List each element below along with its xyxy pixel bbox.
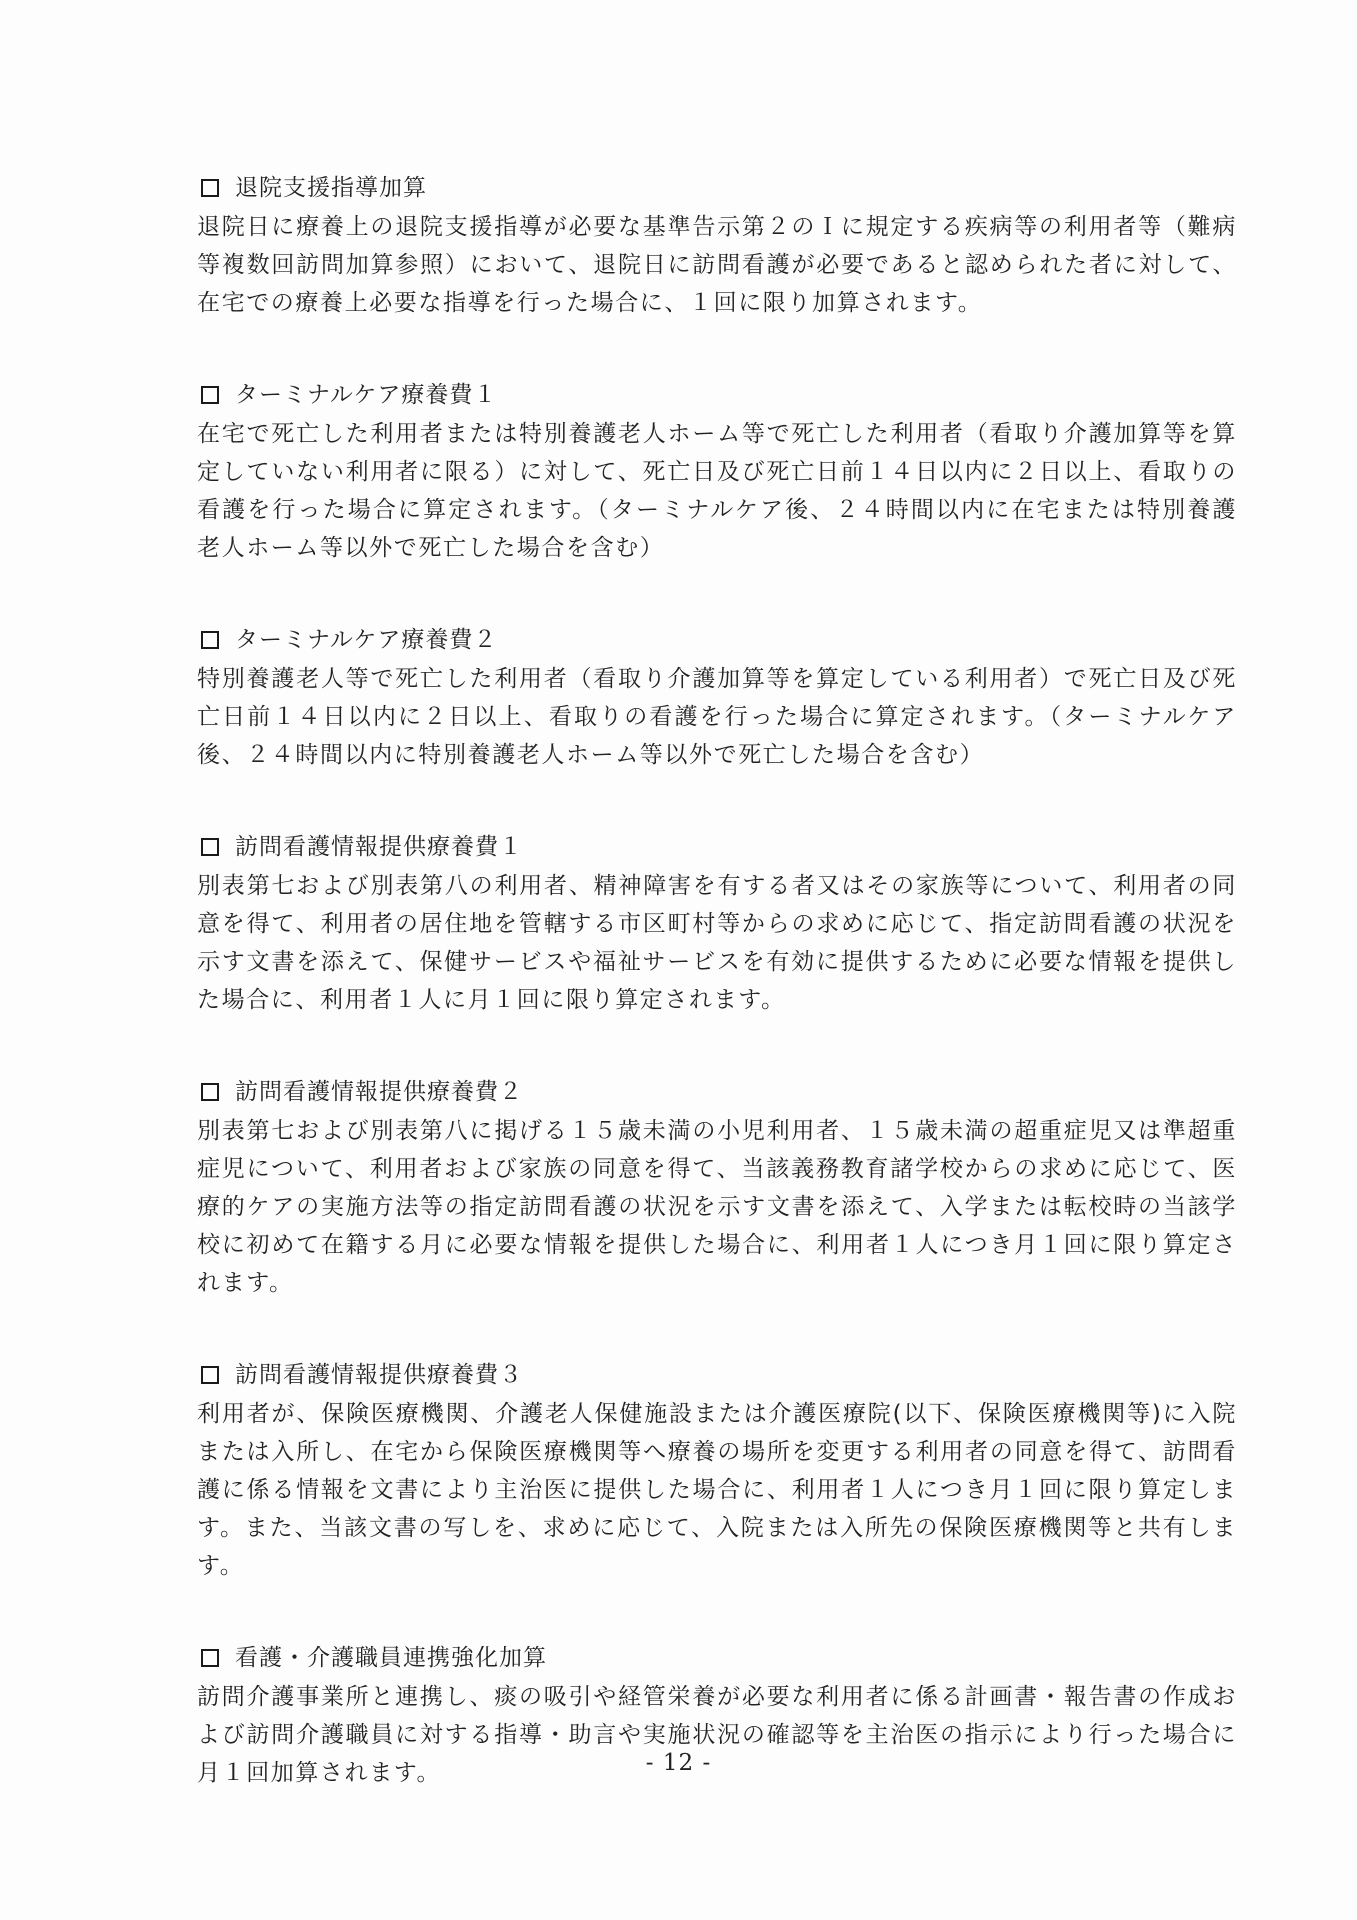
section-info-provision-3	[197, 1357, 1237, 1585]
section-terminal-care-2	[197, 622, 1237, 774]
checkbox-icon	[201, 386, 219, 404]
checkbox-icon	[201, 1649, 219, 1667]
section-info-provision-2	[197, 1074, 1237, 1302]
section-body: 別表第七および別表第八に掲げる１５歳未満の小児利用者、１５歳未満の超重症児又は準超重症児について、利用者および家族の同意を得て、当該義務教育諸学校からの求めに応じて、医療的ケアの実施方法等の指定訪問看護の状況を示す文書を添えて、入学または転校時の当該学校に初めて在籍する月に必要な情報を提供した場合に、利用者１人につき月１回に限り算定されます。	[197, 1118, 1237, 1296]
section-body: 訪問介護事業所と連携し、痰の吸引や経管栄養が必要な利用者に係る計画書・報告書の作成および訪問介護職員に対する指導・助言や実施状況の確認等を主治医の指示により行った場合に月１回加算されます。	[197, 1684, 1237, 1786]
section-heading	[201, 377, 1237, 413]
section-heading	[201, 1640, 1237, 1676]
document-content	[197, 170, 1237, 1792]
section-info-provision-1	[197, 829, 1237, 1019]
section-heading	[201, 1074, 1237, 1110]
section-body: 退院日に療養上の退院支援指導が必要な基準告示第２のＩに規定する疾病等の利用者等（難病等複数回訪問加算参照）において、退院日に訪問看護が必要であると認められた者に対して、在宅での療養上必要な指導を行った場合に、１回に限り加算されます。	[197, 214, 1237, 316]
section-heading	[201, 170, 1237, 206]
section-title: ターミナルケア療養費１	[235, 382, 498, 408]
section-body: 別表第七および別表第八の利用者、精神障害を有する者又はその家族等について、利用者の同意を得て、利用者の居住地を管轄する市区町村等からの求めに応じて、指定訪問看護の状況を示す文書を添えて、保健サービスや福祉サービスを有効に提供するために必要な情報を提供した場合に、利用者１人に月１回に限り算定されます。	[197, 873, 1237, 1013]
section-title: 看護・介護職員連携強化加算	[235, 1645, 547, 1671]
section-title: 訪問看護情報提供療養費２	[235, 1079, 523, 1105]
section-heading	[201, 1357, 1237, 1393]
section-body: 利用者が、保険医療機関、介護老人保健施設または介護医療院(以下、保険医療機関等)に入院または入所し、在宅から保険医療機関等へ療養の場所を変更する利用者の同意を得て、訪問看護に係る情報を文書により主治医に提供した場合に、利用者１人につき月１回に限り算定します。また、当該文書の写しを、求めに応じて、入院または入所先の保険医療機関等と共有します。	[197, 1401, 1237, 1579]
checkbox-icon	[201, 179, 219, 197]
section-body: 在宅で死亡した利用者または特別養護老人ホーム等で死亡した利用者（看取り介護加算等を算定していない利用者に限る）に対して、死亡日及び死亡日前１４日以内に２日以上、看取りの看護を行った場合に算定されます。（ターミナルケア後、２４時間以内に在宅または特別養護老人ホーム等以外で死亡した場合を含む）	[197, 421, 1237, 561]
checkbox-icon	[201, 631, 219, 649]
section-title: 訪問看護情報提供療養費３	[235, 1362, 523, 1388]
section-title: 訪問看護情報提供療養費１	[235, 834, 523, 860]
section-body: 特別養護老人等で死亡した利用者（看取り介護加算等を算定している利用者）で死亡日及び死亡日前１４日以内に２日以上、看取りの看護を行った場合に算定されます。（ターミナルケア後、２４時間以内に特別養護老人ホーム等以外で死亡した場合を含む）	[197, 666, 1237, 768]
section-taiin-shien	[197, 170, 1237, 322]
checkbox-icon	[201, 1366, 219, 1384]
section-title: 退院支援指導加算	[235, 175, 427, 201]
section-terminal-care-1	[197, 377, 1237, 567]
page-number: - 12 -	[645, 1750, 712, 1776]
section-title: ターミナルケア療養費２	[235, 627, 498, 653]
section-heading	[201, 829, 1237, 865]
section-heading	[201, 622, 1237, 658]
checkbox-icon	[201, 838, 219, 856]
checkbox-icon	[201, 1083, 219, 1101]
